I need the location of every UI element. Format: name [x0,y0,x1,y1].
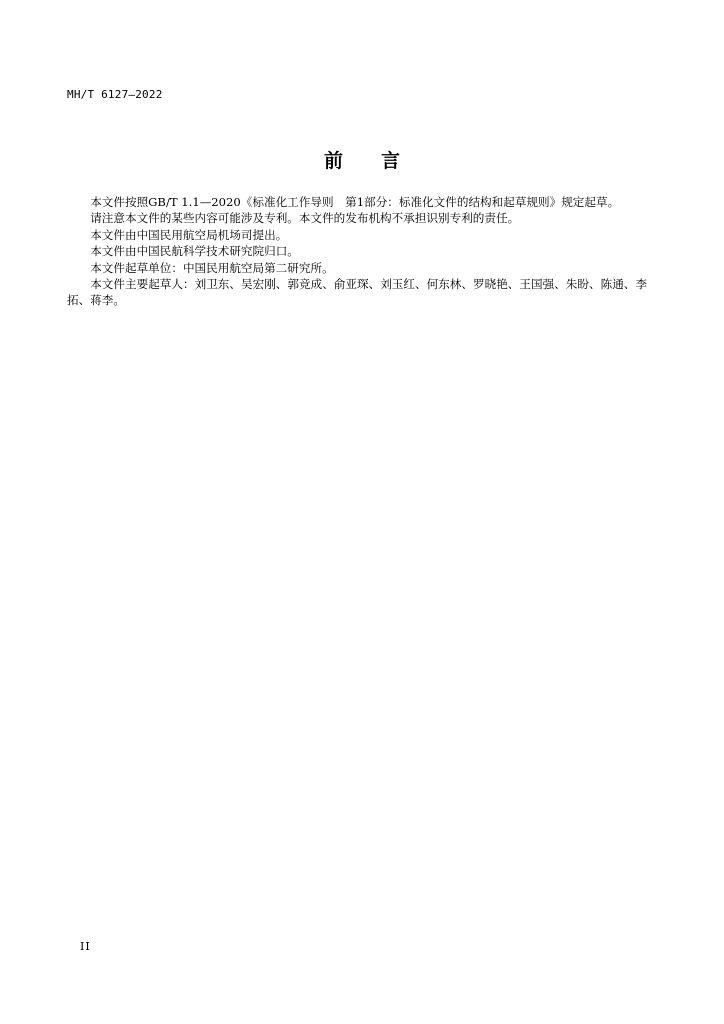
page-title [0,146,724,173]
paragraph-administrator: 本文件由中国民航科学技术研究院归口。 [90,244,299,259]
paragraph-drafting-unit: 本文件起草单位：中国民用航空局第二研究所。 [90,260,334,275]
title-char-1: 前 [323,150,343,172]
document-code: MH/T 6127—2022 [67,88,163,101]
paragraph-patent-notice: 请注意本文件的某些内容可能涉及专利。本文件的发布机构不承担识别专利的责任。 [90,211,520,226]
paragraph-drafters: 本文件主要起草人：刘卫东、吴宏刚、郭竞成、俞亚琛、刘玉红、何东林、罗晓艳、王国强、朱盼、陈通、李拓、蒋李。 [67,277,647,308]
title-char-2: 言 [381,150,401,172]
paragraph-standard-basis: 本文件按照GB/T 1.1—2020《标准化工作导则 第1部分：标准化文件的结构和起草规则》规定起草。 [90,195,620,209]
paragraph-proposer: 本文件由中国民用航空局机场司提出。 [90,227,288,242]
page-number: II [80,940,91,953]
foreword-body [67,194,647,309]
